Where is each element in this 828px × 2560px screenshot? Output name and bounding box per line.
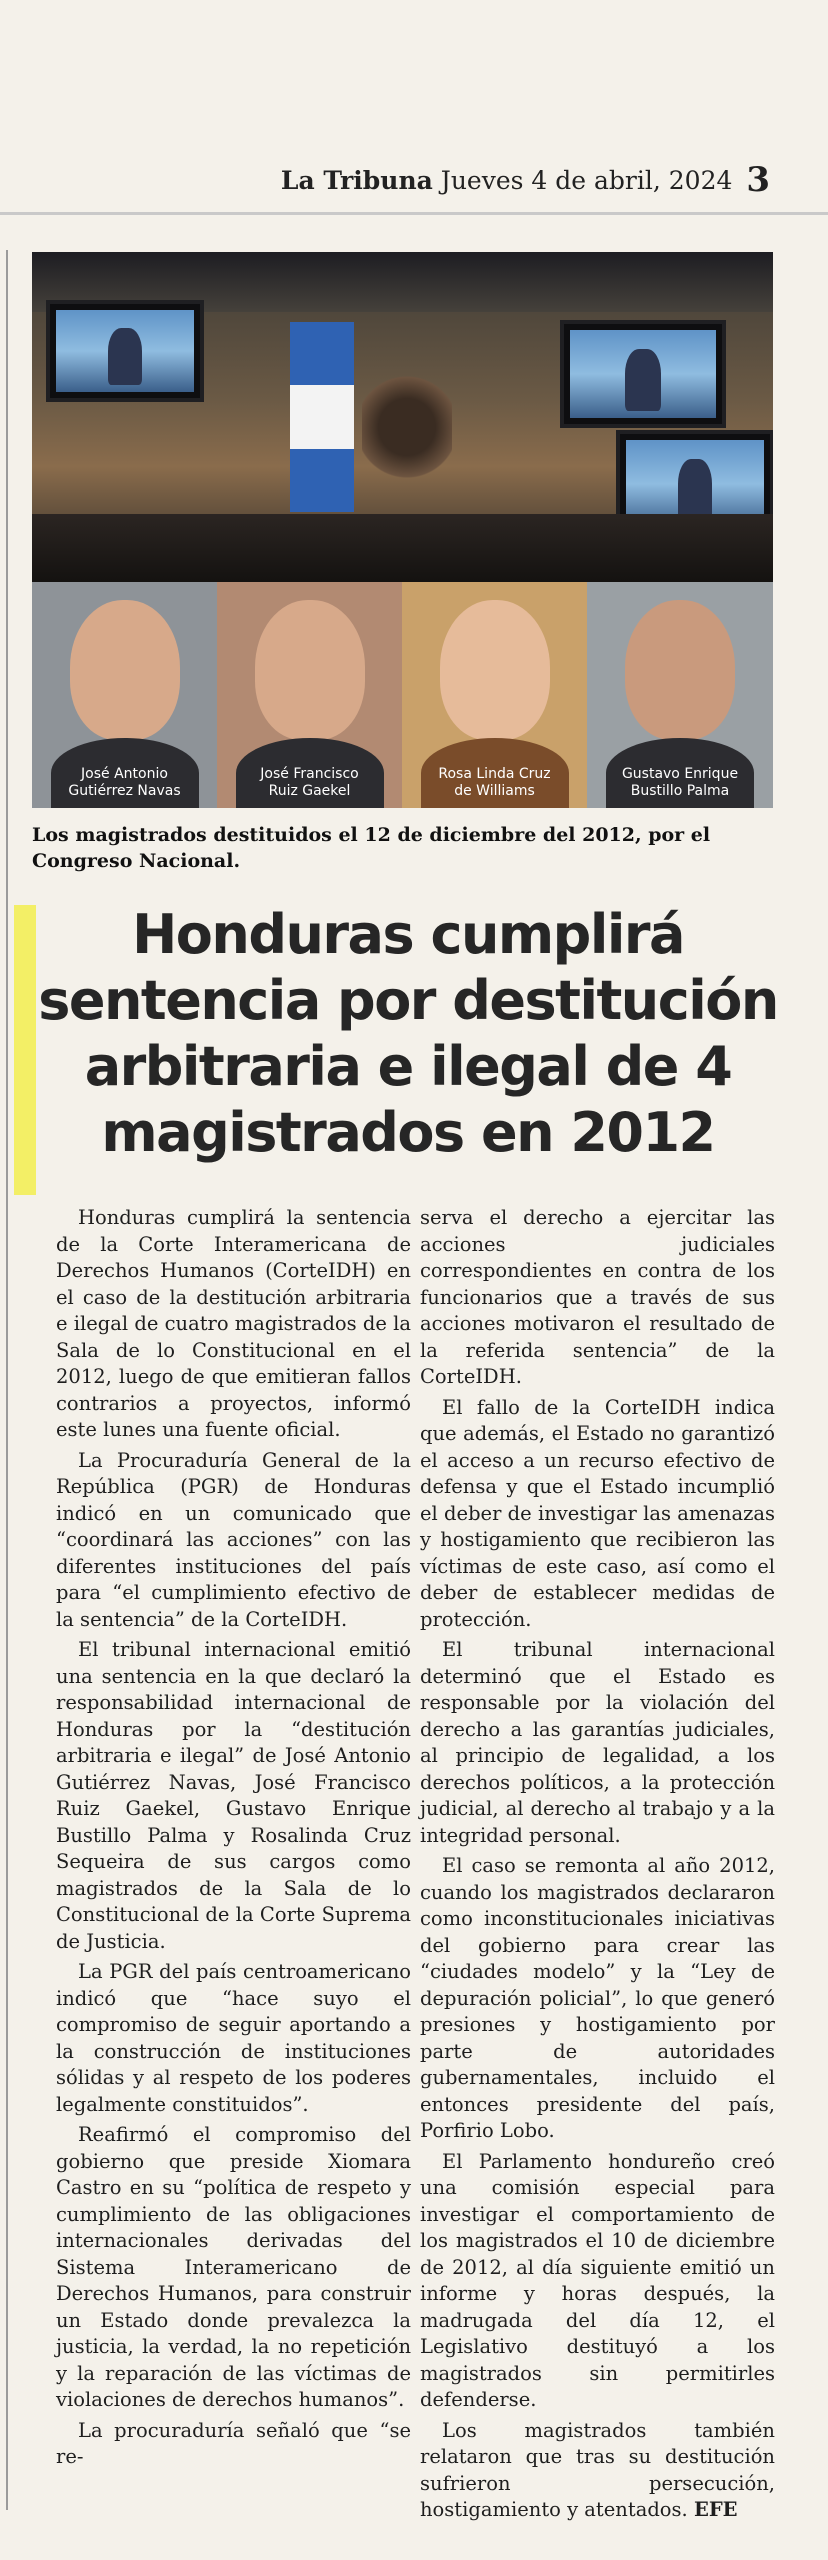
paragraph: La Procuraduría General de la República (PGR) de Honduras indicó en un comunicado que “coordinará las acciones” con las diferentes instituciones del país para “el cumplimiento efectivo de la sentencia” de la CorteIDH. <box>56 1448 411 1631</box>
portrait-caption <box>32 766 217 800</box>
issue-date: Jueves 4 de abril, 2024 <box>440 166 733 195</box>
paragraph: El tribunal internacional determinó que el Estado es responsable por la violación del derecho a las garantías judiciales, al principio de legalidad, a los derechos políticos, a la protección judicial, al derecho al trabajo y a la integridad personal. <box>420 1638 775 1847</box>
congress-hall-image <box>32 252 773 582</box>
agency-signature: EFE <box>693 2498 738 2521</box>
portrait <box>217 582 402 808</box>
portrait-name-line: José Antonio <box>81 766 168 782</box>
photo-caption: Los magistrados destituidos el 12 de diciembre del 2012, por el Congreso Nacional. <box>32 824 711 872</box>
paragraph: serva el derecho a ejercitar las acciones judiciales correspondientes en contra de los funcionarios que a través de sus acciones motivaron el resultado de la referida sentencia” de la CorteIDH. <box>420 1206 775 1388</box>
paragraph: El fallo de la CorteIDH indica que además, el Estado no garantizó el acceso a un recurso efectivo de defensa y que el Estado incumplió el deber de investigar las amenazas y hostigamiento que recibieron las víctimas de este caso, así como el deber de establecer medidas de protección. <box>420 1395 775 1631</box>
portrait-caption <box>402 766 587 800</box>
article-column-right <box>420 1205 775 2524</box>
portrait <box>402 582 587 808</box>
paragraph: La procuraduría señaló que “se re- <box>56 2418 411 2468</box>
honduras-flag <box>290 322 354 512</box>
news-photo <box>32 252 773 808</box>
headline: Honduras cumplirá sentencia por destitución arbitraria e ilegal de 4 magistrados en 2012 <box>38 903 778 1164</box>
video-screen-left <box>46 300 204 402</box>
portrait-name-line: Gutiérrez Navas <box>68 783 181 799</box>
portrait-name-line: José Francisco <box>260 766 359 782</box>
video-screen-right-top <box>560 320 726 428</box>
portrait-caption <box>587 766 773 800</box>
masthead-rule <box>0 212 828 215</box>
paragraph: La PGR del país centroamericano indicó que “hace suyo el compromiso de seguir aportando a la construcción de instituciones sólidas y al respeto de los poderes legalmente constituidos”. <box>56 1960 411 2116</box>
portrait-name-line: de Williams <box>454 783 535 799</box>
national-emblem <box>362 372 452 482</box>
paragraph: El caso se remonta al año 2012, cuando los magistrados declararon como inconstitucionales iniciativas del gobierno para crear las “ciudades modelo” y la “Ley de depuración policial”, lo que generó presiones y hostigamiento por parte de autoridades gubernamentales, incluido el entonces presidente del país, Porfirio Lobo. <box>420 1854 775 2142</box>
page-number: 3 <box>746 160 770 200</box>
newspaper-name: La Tribuna <box>280 166 433 195</box>
page-left-rule <box>6 250 8 2510</box>
portrait-name-line: Rosa Linda Cruz <box>438 766 551 782</box>
congress-dais <box>32 514 773 582</box>
article-column-left <box>56 1205 411 2471</box>
portrait-caption <box>217 766 402 800</box>
portrait-name-line: Bustillo Palma <box>630 783 730 799</box>
paragraph: El Parlamento hondureño creó una comisión especial para investigar el comportamiento de los magistrados el 10 de diciembre de 2012, al día siguiente emitió un informe y horas después, la madrugada del día 12, el Legislativo destituyó a los magistrados sin permitirles defenderse. <box>420 2149 775 2411</box>
paragraph <box>420 2418 775 2524</box>
paragraph: Honduras cumplirá la sentencia de la Corte Interamericana de Derechos Humanos (CorteIDH) en el caso de la destitución arbitraria e ilegal de cuatro magistrados de la Sala de lo Constitucional en el 2012, luego de que emitieran fallos contrarios a proyectos, informó este lunes una fuente oficial. <box>56 1206 411 1441</box>
portrait-row <box>32 582 773 808</box>
portrait-name-line: Gustavo Enrique <box>621 766 739 782</box>
portrait-name-line: Ruiz Gaekel <box>268 783 351 799</box>
portrait <box>32 582 217 808</box>
masthead <box>0 160 770 210</box>
portrait <box>587 582 773 808</box>
paragraph: Reafirmó el compromiso del gobierno que preside Xiomara Castro en su “política de respeto y cumplimiento de las obligaciones internacionales derivadas del Sistema Interamericano de Derechos Humanos, para construir un Estado donde prevalezca la justicia, la verdad, la no repetición y la reparación de las víctimas de violaciones de derechos humanos”. <box>56 2123 411 2411</box>
paragraph-text: Los magistrados también relataron que tras su destitución sufrieron persecución, hostigamiento y atentados. <box>420 2418 775 2521</box>
paragraph: El tribunal internacional emitió una sentencia en la que declaró la responsabilidad internacional de Honduras por la “destitución arbitraria e ilegal” de José Antonio Gutiérrez Navas, José Francisco Ruiz Gaekel, Gustavo Enrique Bustillo Palma y Rosalinda Cruz Sequeira de sus cargos como magistrados de la Sala de lo Constitucional de la Corte Suprema de Justicia. <box>56 1638 411 1953</box>
